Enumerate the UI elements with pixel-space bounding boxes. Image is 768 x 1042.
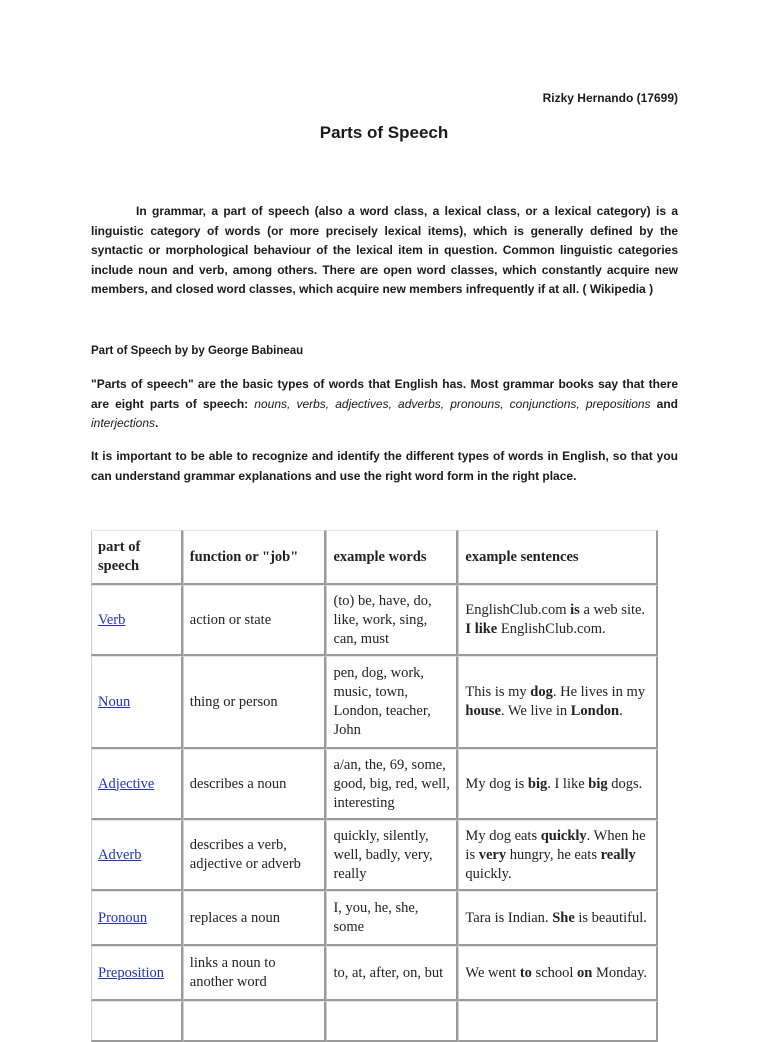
sentence-text: hungry, he eats — [506, 846, 601, 863]
examples-cell — [326, 1001, 458, 1042]
sentence-emphasis: London — [570, 703, 620, 719]
parts-of-speech-table — [91, 530, 658, 1042]
sentence-text: dogs. — [607, 775, 643, 792]
table-row — [91, 946, 658, 1001]
table-row — [91, 749, 658, 820]
examples-cell: a/an, the, 69, some, good, big, red, well, interesting — [326, 749, 458, 820]
function-cell — [183, 1001, 327, 1042]
examples-cell: pen, dog, work, music, town, London, teacher, John — [326, 656, 458, 749]
sentence-cell — [458, 820, 658, 891]
sentence-emphasis: quickly — [540, 827, 587, 844]
sentence-text: EnglishClub.com. — [497, 621, 606, 637]
sentence-emphasis: to — [519, 964, 532, 981]
sentence-text: We went — [465, 964, 520, 981]
sentence-text: . He lives in my — [552, 684, 646, 700]
link-pronoun[interactable]: Pronoun — [98, 909, 148, 926]
examples-cell: quickly, silently, well, badly, very, really — [326, 820, 458, 891]
part-cell — [91, 891, 183, 946]
function-cell: replaces a noun — [183, 891, 327, 946]
header-example-sentences: example sentences — [458, 530, 658, 585]
intro-paragraph — [91, 202, 678, 300]
function-cell: describes a verb, adjective or adverb — [183, 820, 327, 891]
link-noun[interactable]: Noun — [98, 693, 131, 710]
table-header-row — [91, 530, 658, 585]
part-cell — [91, 656, 183, 749]
part-cell — [91, 946, 183, 1001]
table-row-partial — [91, 1001, 658, 1042]
part-cell — [91, 585, 183, 656]
sentence-emphasis: house — [465, 703, 501, 719]
parts-list: nouns, verbs, adjectives, adverbs, pronouns, conjunctions, prepositions — [254, 396, 651, 411]
sentence-text: My dog is — [465, 775, 528, 792]
sentence-emphasis: dog — [530, 684, 553, 700]
sentence-text: . When he is — [465, 827, 646, 863]
sentence-text: Tara is Indian. — [465, 909, 553, 926]
table-row — [91, 891, 658, 946]
paragraph-parts-of-speech — [91, 375, 678, 434]
sentence-text: is beautiful. — [574, 909, 647, 926]
sentence-text: This is my — [465, 684, 531, 700]
and-word: and — [650, 396, 678, 411]
table-row — [91, 656, 658, 749]
section-title: Part of Speech by by George Babineau — [91, 345, 304, 357]
examples-cell: to, at, after, on, but — [326, 946, 458, 1001]
part-cell — [91, 1001, 183, 1042]
sentence-cell — [458, 656, 658, 749]
paragraph-end: . — [155, 416, 159, 431]
sentence-cell — [458, 749, 658, 820]
examples-cell: (to) be, have, do, like, work, sing, can, must — [326, 585, 458, 656]
sentence-text: school — [531, 964, 578, 981]
header-part-of-speech: part of speech — [91, 530, 183, 585]
page-title: Parts of Speech — [319, 123, 449, 142]
sentence-text: My dog eats — [465, 827, 541, 844]
sentence-cell — [458, 585, 658, 656]
sentence-emphasis: is — [570, 602, 580, 618]
part-cell — [91, 820, 183, 891]
sentence-cell — [458, 1001, 658, 1042]
intro-text: In grammar, a part of speech (also a word class, a lexical class, or a lexical category) is a linguistic category of words (or more precisely lexical items), which is generally defined by the syntactic or morphological behaviour of the lexical item in question. Common linguistic categories include noun and verb, among others. There are open word classes, which constantly acquire new members, and closed word classes, which acquire new members infrequently if at all. ( Wikipedia ) — [91, 204, 678, 297]
sentence-text: Monday. — [592, 964, 647, 981]
function-cell: describes a noun — [183, 749, 327, 820]
function-cell: action or state — [183, 585, 327, 656]
link-adverb[interactable]: Adverb — [98, 846, 142, 863]
link-adjective[interactable]: Adjective — [98, 775, 155, 792]
sentence-text: a web site. — [579, 602, 646, 618]
header-function: function or "job" — [183, 530, 327, 585]
part-cell — [91, 749, 183, 820]
sentence-emphasis: on — [577, 964, 593, 981]
link-verb[interactable]: Verb — [98, 611, 126, 628]
sentence-text: . I like — [547, 775, 589, 792]
paragraph-importance: It is important to be able to recognize and identify the different types of words in English, so that you can understand grammar explanations and use the right word form in the right place. — [91, 449, 678, 483]
sentence-emphasis: She — [552, 909, 575, 926]
paragraph-lead: "Parts of speech" are the basic types of words that English has. Most grammar books say that there are eight parts of speech: — [91, 377, 678, 411]
header-example-words: example words — [326, 530, 458, 585]
parts-last: interjections — [91, 416, 156, 431]
sentence-text: EnglishClub.com — [465, 602, 571, 618]
sentence-emphasis: big — [588, 775, 608, 792]
sentence-cell — [458, 891, 658, 946]
sentence-text: . — [619, 703, 623, 719]
function-cell: thing or person — [183, 656, 327, 749]
link-preposition[interactable]: Preposition — [98, 964, 165, 981]
sentence-emphasis: I like — [465, 621, 498, 637]
sentence-emphasis: big — [527, 775, 548, 792]
sentence-cell — [458, 946, 658, 1001]
author-line: Rizky Hernando (17699) — [542, 91, 678, 105]
sentence-emphasis: very — [478, 846, 507, 863]
sentence-emphasis: really — [600, 846, 636, 863]
examples-cell: I, you, he, she, some — [326, 891, 458, 946]
table-row — [91, 820, 658, 891]
sentence-text: . We live in — [500, 703, 571, 719]
function-cell: links a noun to another word — [183, 946, 327, 1001]
table-row — [91, 585, 658, 656]
sentence-text: quickly. — [465, 865, 512, 882]
